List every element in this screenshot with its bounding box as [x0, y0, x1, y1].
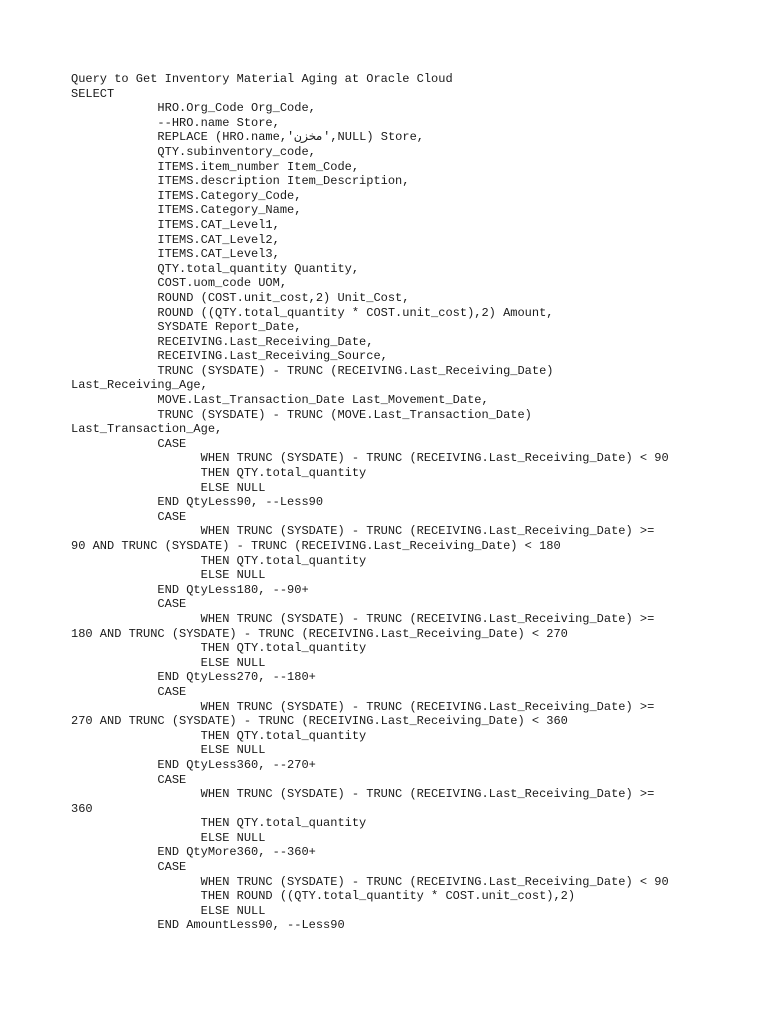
- code-line: WHEN TRUNC (SYSDATE) - TRUNC (RECEIVING.Last_Receiving_Date) >=: [71, 699, 655, 714]
- code-line: ELSE NULL: [71, 830, 266, 845]
- code-line: END AmountLess90, --Less90: [71, 918, 345, 933]
- code-line: HRO.Org_Code Org_Code,: [71, 101, 316, 116]
- code-line: 90 AND TRUNC (SYSDATE) - TRUNC (RECEIVING.Last_Receiving_Date) < 180: [71, 539, 561, 553]
- code-line: END QtyLess90, --Less90: [71, 495, 324, 510]
- code-line: TRUNC (SYSDATE) - TRUNC (MOVE.Last_Transaction_Date): [71, 407, 532, 422]
- sql-document: [71, 72, 731, 933]
- code-line: THEN QTY.total_quantity: [71, 728, 367, 743]
- code-line: 180 AND TRUNC (SYSDATE) - TRUNC (RECEIVING.Last_Receiving_Date) < 270: [71, 626, 568, 641]
- code-line: ELSE NULL: [71, 743, 266, 758]
- code-line: SELECT: [71, 86, 115, 101]
- code-line: ITEMS.CAT_Level3,: [71, 247, 280, 262]
- code-line: RECEIVING.Last_Receiving_Source,: [71, 349, 388, 364]
- code-line: ITEMS.Category_Name,: [71, 203, 302, 218]
- code-line: END QtyLess180, --90+: [71, 582, 309, 597]
- code-line: 270 AND TRUNC (SYSDATE) - TRUNC (RECEIVING.Last_Receiving_Date) < 360: [71, 714, 568, 729]
- code-line: WHEN TRUNC (SYSDATE) - TRUNC (RECEIVING.Last_Receiving_Date) < 90: [71, 451, 669, 466]
- code-line: CASE: [71, 772, 187, 787]
- code-line: 360: [71, 801, 93, 816]
- code-line: ELSE NULL: [71, 568, 266, 583]
- code-line: THEN ROUND ((QTY.total_quantity * COST.unit_cost),2): [71, 889, 576, 904]
- code-line: THEN QTY.total_quantity: [71, 816, 367, 831]
- code-line: ELSE NULL: [71, 903, 266, 918]
- code-line: Last_Transaction_Age,: [71, 422, 223, 437]
- code-line: WHEN TRUNC (SYSDATE) - TRUNC (RECEIVING.Last_Receiving_Date) >=: [71, 524, 655, 539]
- code-line: CASE: [71, 436, 187, 451]
- document-title: Query to Get Inventory Material Aging at Oracle Cloud: [71, 72, 453, 86]
- code-line: COST.uom_code UOM,: [71, 276, 288, 291]
- code-line: WHEN TRUNC (SYSDATE) - TRUNC (RECEIVING.Last_Receiving_Date) >=: [71, 611, 655, 626]
- code-line: ITEMS.Category_Code,: [71, 188, 302, 203]
- code-line: THEN QTY.total_quantity: [71, 553, 367, 568]
- code-line: QTY.subinventory_code,: [71, 144, 316, 159]
- code-line: WHEN TRUNC (SYSDATE) - TRUNC (RECEIVING.Last_Receiving_Date) < 90: [71, 874, 669, 889]
- code-line: CASE: [71, 684, 187, 699]
- code-line: ITEMS.CAT_Level1,: [71, 217, 280, 232]
- code-line: ITEMS.item_number Item_Code,: [71, 159, 360, 174]
- code-line: MOVE.Last_Transaction_Date Last_Movement_Date,: [71, 393, 489, 408]
- code-line: CASE: [71, 509, 187, 524]
- code-line: RECEIVING.Last_Receiving_Date,: [71, 334, 374, 349]
- code-line: CASE: [71, 597, 187, 612]
- code-line: ROUND ((QTY.total_quantity * COST.unit_cost),2) Amount,: [71, 305, 554, 320]
- code-line: THEN QTY.total_quantity: [71, 466, 367, 481]
- code-line: END QtyMore360, --360+: [71, 845, 316, 860]
- code-line: THEN QTY.total_quantity: [71, 641, 367, 656]
- code-line: QTY.total_quantity Quantity,: [71, 261, 360, 276]
- code-line: SYSDATE Report_Date,: [71, 320, 302, 335]
- code-line: TRUNC (SYSDATE) - TRUNC (RECEIVING.Last_Receiving_Date): [71, 363, 554, 378]
- code-line: ELSE NULL: [71, 480, 266, 495]
- code-line: ITEMS.description Item_Description,: [71, 174, 410, 189]
- code-line: ITEMS.CAT_Level2,: [71, 232, 280, 247]
- code-line: CASE: [71, 860, 187, 875]
- code-line: --HRO.name Store,: [71, 115, 280, 130]
- code-line: REPLACE (HRO.name,'مخزن',NULL) Store,: [71, 130, 424, 145]
- code-line: END QtyLess270, --180+: [71, 670, 316, 685]
- code-line: Last_Receiving_Age,: [71, 378, 208, 393]
- code-line: END QtyLess360, --270+: [71, 757, 316, 772]
- code-line: WHEN TRUNC (SYSDATE) - TRUNC (RECEIVING.Last_Receiving_Date) >=: [71, 787, 655, 802]
- code-line: ELSE NULL: [71, 655, 266, 670]
- code-line: ROUND (COST.unit_cost,2) Unit_Cost,: [71, 290, 410, 305]
